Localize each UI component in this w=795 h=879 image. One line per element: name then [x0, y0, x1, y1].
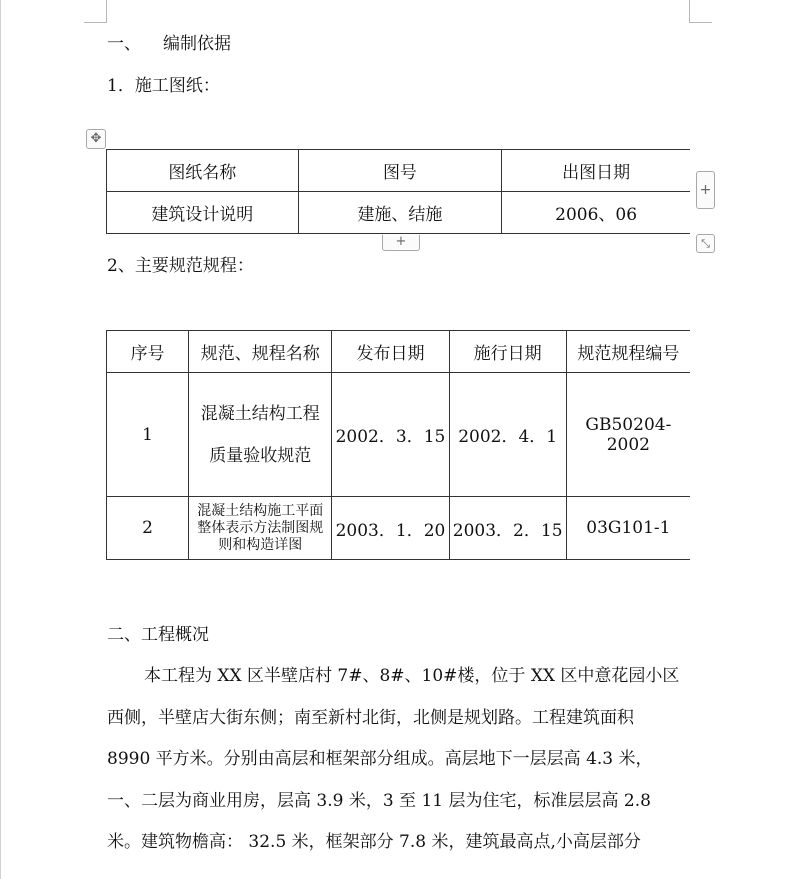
table-row [107, 192, 691, 234]
table-header-cell[interactable]: 图号 [298, 150, 502, 192]
table-cell[interactable]: 2002．3．15 [332, 373, 449, 497]
table-header-row [107, 150, 691, 192]
paragraph-line: 一、二层为商业用房，层高 3.9 米，3 至 11 层为住宅，标准层层高 2.8 [107, 790, 651, 811]
code-name: 混凝土结构施工平面整体表示方法制图规则和构造详图 [197, 502, 324, 553]
table-cell[interactable]: 03G101-1 [566, 497, 690, 560]
paragraph-line: 8990 平方米。分别由高层和框架部分组成。高层地下一层层高 4.3 米， [107, 749, 653, 769]
drawings-table [106, 149, 690, 234]
page-edge [0, 0, 1, 879]
table-header-cell[interactable]: 发布日期 [332, 331, 449, 373]
table-cell[interactable]: 2 [107, 497, 189, 560]
move-arrows-icon[interactable]: ✥ [86, 129, 106, 149]
project-overview-paragraph [107, 656, 697, 864]
table-cell[interactable]: 1 [107, 373, 189, 497]
table-cell[interactable]: 建施、结施 [298, 192, 502, 234]
subheading-drawings: 1．施工图纸： [107, 76, 220, 96]
table-header-cell[interactable]: 图纸名称 [107, 150, 299, 192]
table-cell[interactable]: 2006、06 [502, 192, 690, 234]
table-header-cell[interactable]: 规范规程编号 [566, 331, 690, 373]
section-heading-1 [107, 36, 231, 53]
table-header-cell[interactable]: 序号 [107, 331, 189, 373]
plus-icon: + [395, 234, 407, 249]
table-row [107, 497, 691, 560]
table-header-cell[interactable]: 出图日期 [502, 150, 690, 192]
table-cell[interactable]: 建筑设计说明 [107, 192, 299, 234]
table-row [107, 373, 691, 497]
section-heading-2: 二、工程概况 [107, 625, 209, 645]
plus-icon: + [699, 182, 712, 198]
table-cell[interactable]: 2002．4．1 [449, 373, 566, 497]
table-cell[interactable] [189, 497, 332, 560]
paragraph-line: 本工程为 XX 区半壁店村 7#、8#、10#楼，位于 XX 区中意花园小区 [144, 666, 680, 686]
table-header-cell[interactable]: 施行日期 [449, 331, 566, 373]
codes-table [106, 330, 690, 560]
table-cell[interactable]: GB50204-2002 [566, 373, 690, 497]
subheading-codes: 2、主要规范规程： [107, 256, 254, 276]
add-row-button[interactable] [382, 235, 420, 251]
table-header-cell[interactable]: 规范、规程名称 [189, 331, 332, 373]
add-column-button[interactable] [696, 171, 715, 209]
paragraph-line: 米。建筑物檐高： 32.5 米，框架部分 7.8 米，建筑最高点,小高层部分 [107, 832, 641, 852]
paragraph-line: 西侧，半壁店大街东侧；南至新村北街，北侧是规划路。工程建筑面积 [107, 707, 634, 728]
section-number: 一、 [107, 34, 141, 54]
table-cell[interactable] [189, 373, 332, 497]
table-header-row [107, 331, 691, 373]
resize-diagonal-icon[interactable]: ⤡ [696, 234, 715, 253]
section-title: 编制依据 [163, 34, 231, 54]
table-cell[interactable]: 2003．2．15 [449, 497, 566, 560]
code-name: 混凝土结构工程质量验收规范 [200, 403, 320, 466]
margin-corner-mark-left [84, 0, 107, 23]
margin-corner-mark-right [689, 0, 712, 23]
table-cell[interactable]: 2003．1．20 [332, 497, 449, 560]
